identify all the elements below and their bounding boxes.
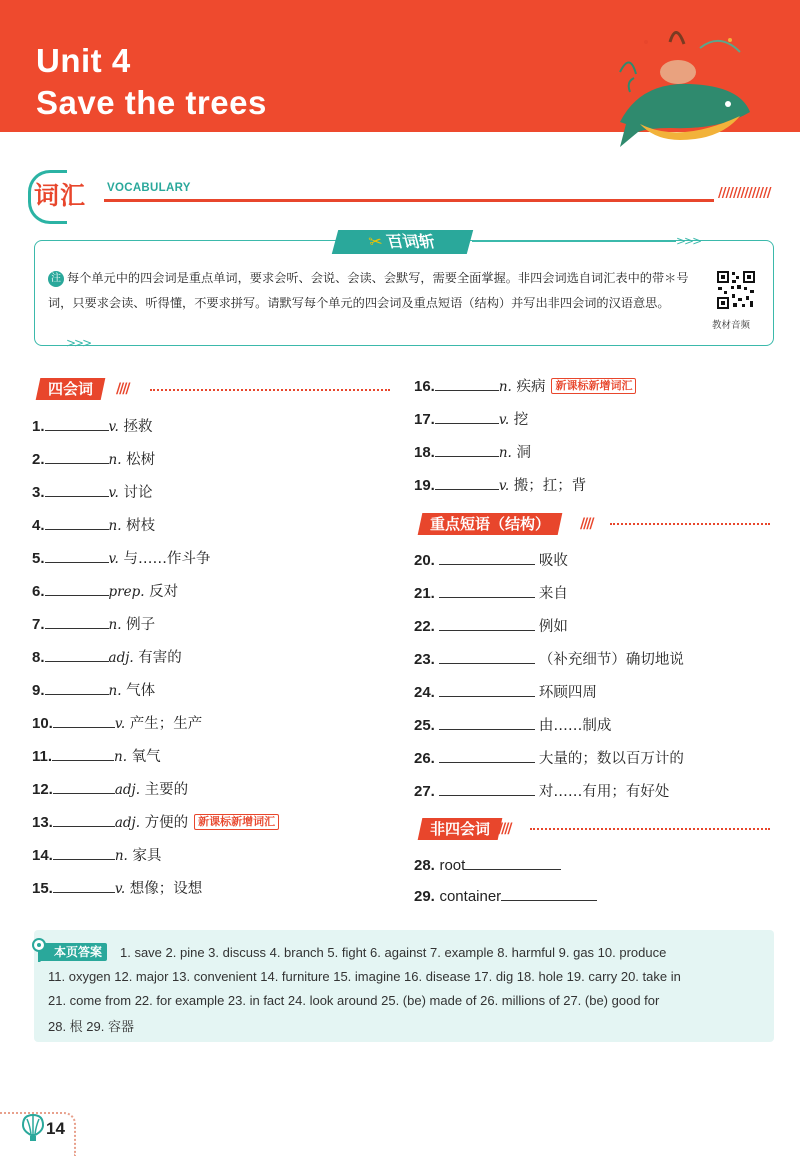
arrow-decoration-icon: >>>: [676, 234, 701, 248]
word-meaning: 主要的: [144, 782, 189, 798]
word-meaning: 松树: [126, 452, 156, 468]
phrase-item: [414, 682, 597, 704]
word-meaning: 反对: [149, 584, 179, 600]
answer-blank[interactable]: [435, 409, 499, 424]
phrase-meaning: 来自: [538, 586, 568, 602]
vocab-item: [32, 449, 155, 471]
answer-blank[interactable]: [53, 845, 115, 860]
phrase-item: [414, 616, 568, 638]
vocab-item: [414, 475, 586, 497]
vocab-item: [32, 746, 161, 768]
answer-blank[interactable]: [439, 748, 535, 763]
item-number: 10.: [32, 715, 53, 732]
word-meaning: 拯救: [123, 419, 153, 435]
vocab-item: [32, 812, 279, 834]
part-of-speech: v.: [114, 716, 126, 732]
item-number: 18.: [414, 444, 435, 461]
vocab-item: [32, 482, 152, 504]
item-number: 4.: [32, 517, 45, 534]
vocab-item: [32, 647, 182, 669]
word-meaning: 方便的: [144, 815, 189, 831]
notice-tag-label: 百词斩: [385, 232, 439, 251]
part-of-speech: v.: [108, 485, 119, 501]
phrase-item: [414, 781, 669, 803]
balloon-icon: [22, 1114, 44, 1142]
item-number: 2.: [32, 451, 45, 468]
word-meaning: 家具: [132, 848, 162, 864]
part-of-speech: v.: [498, 478, 510, 494]
word-meaning: 有害的: [138, 650, 182, 666]
vocab-item: [414, 442, 531, 464]
vocab-item: [32, 515, 155, 537]
section-label: 非四会词: [430, 820, 491, 838]
answer-blank[interactable]: [53, 713, 115, 728]
vocab-item: [32, 845, 161, 867]
answer-line: 21. come from 22. for example 23. in fact 24. look around 25. (be) made of 26. millions of 27. (be) good for: [48, 993, 660, 1008]
new-word-tag: 新课标新增词汇: [194, 814, 279, 830]
item-number: 5.: [32, 550, 45, 567]
new-word-tag: 新课标新增词汇: [551, 378, 636, 394]
part-of-speech: v.: [114, 881, 126, 897]
dotted-rule: [530, 828, 770, 830]
page-number: 14: [46, 1119, 65, 1138]
qr-code-icon[interactable]: [716, 270, 756, 310]
word-meaning: 洞: [516, 445, 531, 461]
phrase-meaning: 对……有用；有好处: [538, 784, 670, 800]
part-of-speech: n.: [114, 749, 128, 765]
vocab-item: [32, 416, 152, 438]
answer-blank[interactable]: [439, 715, 535, 730]
answer-blank[interactable]: [439, 616, 535, 631]
word-meaning: 与……作斗争: [123, 551, 211, 567]
answer-blank[interactable]: [45, 449, 109, 464]
part-of-speech: v.: [108, 551, 119, 567]
section-four-skill-words: [36, 378, 106, 400]
item-number: 13.: [32, 814, 53, 831]
answer-blank[interactable]: [52, 746, 114, 761]
part-of-speech: n.: [108, 452, 122, 468]
answer-blank[interactable]: [45, 548, 109, 563]
answer-blank[interactable]: [439, 781, 535, 796]
vocab-item: [32, 680, 155, 702]
phrase-meaning: 吸收: [538, 553, 568, 569]
dotted-rule: [610, 523, 770, 525]
phrase-item: [414, 649, 684, 671]
answer-blank[interactable]: [501, 886, 597, 901]
item-number: 9.: [32, 682, 45, 699]
answer-line: 11. oxygen 12. major 13. convenient 14. furniture 15. imagine 16. disease 17. dig 18. hole 19. carry 20. take in: [48, 969, 681, 984]
item-number: 6.: [32, 583, 45, 600]
phrase-item: [414, 550, 568, 572]
answer-blank[interactable]: [45, 680, 109, 695]
unit-number: Unit 4: [36, 42, 131, 79]
word-meaning: 产生；生产: [129, 716, 203, 732]
stripe-decoration-icon: ////: [580, 516, 593, 532]
runner-icon: ✂: [366, 232, 386, 251]
unit-title: Save the trees: [36, 84, 267, 121]
answer-tag: 本页答案: [38, 943, 107, 961]
answer-blank[interactable]: [53, 779, 115, 794]
phrase-meaning: 例如: [538, 619, 568, 635]
non-four-item: [414, 886, 597, 908]
notice-rule: [472, 241, 676, 242]
word-meaning: 想像；设想: [129, 881, 203, 897]
section-non-four-skill-words: [418, 818, 503, 840]
part-of-speech: adj.: [114, 815, 141, 831]
key-icon: [30, 938, 48, 964]
item-number: 15.: [32, 880, 53, 897]
part-of-speech: v.: [108, 419, 119, 435]
word-meaning: 气体: [126, 683, 156, 699]
vocab-item: [32, 779, 188, 801]
section-label: 重点短语（结构）: [430, 515, 551, 533]
whale-illustration: [600, 12, 760, 162]
item-number: 29.: [414, 888, 435, 905]
part-of-speech: n.: [114, 848, 128, 864]
answer-blank[interactable]: [439, 550, 535, 565]
item-number: 11.: [32, 748, 53, 765]
answer-blank[interactable]: [465, 855, 561, 870]
answer-blank[interactable]: [45, 647, 109, 662]
item-number: 21.: [414, 585, 435, 602]
section-label: 四会词: [48, 380, 94, 398]
answer-blank[interactable]: [53, 812, 115, 827]
answer-blank[interactable]: [435, 376, 499, 391]
item-number: 27.: [414, 783, 435, 800]
english-word: container: [439, 888, 502, 905]
item-number: 23.: [414, 651, 435, 668]
phrase-item: [414, 583, 568, 605]
item-number: 12.: [32, 781, 53, 798]
notice-body: 每个单元中的四会词是重点单词，要求会听、会说、会读、会默写，需要全面掌握。非四会词选自词汇表中的带＊号词，只要求会读、听得懂，不要求拼写。请默写每个单元的四会词及重点短语（结构）并写出非四会词的汉语意思。: [48, 271, 689, 310]
word-meaning: 例子: [126, 617, 156, 633]
item-number: 28.: [414, 857, 435, 874]
vocab-item: [32, 548, 210, 570]
note-badge: 注: [48, 271, 64, 287]
part-of-speech: adj.: [108, 650, 134, 666]
vocab-item: [414, 376, 636, 398]
part-of-speech: n.: [108, 617, 122, 633]
answer-blank[interactable]: [45, 482, 109, 497]
vocab-item: [32, 614, 155, 636]
part-of-speech: n.: [498, 379, 512, 395]
item-number: 20.: [414, 552, 435, 569]
phrase-meaning: 由……制成: [538, 718, 612, 734]
answer-line: 28. 根 29. 容器: [48, 1019, 134, 1034]
word-meaning: 氧气: [131, 749, 161, 765]
item-number: 3.: [32, 484, 45, 501]
word-meaning: 挖: [513, 412, 529, 428]
phrase-meaning: （补充细节）确切地说: [538, 652, 684, 668]
qr-label: 教材音频: [712, 320, 751, 331]
phrase-meaning: 环顾四周: [538, 685, 597, 701]
vocabulary-heading-cn: 词汇: [34, 176, 104, 214]
item-number: 14.: [32, 847, 53, 864]
english-word: root: [439, 857, 466, 874]
part-of-speech: adj.: [114, 782, 141, 798]
non-four-item: [414, 855, 561, 877]
word-meaning: 讨论: [123, 485, 153, 501]
answer-blank[interactable]: [435, 475, 499, 490]
item-number: 24.: [414, 684, 435, 701]
notice-tag: [332, 230, 473, 254]
item-number: 19.: [414, 477, 435, 494]
word-meaning: 疾病: [516, 379, 546, 395]
item-number: 8.: [32, 649, 45, 666]
word-meaning: 树枝: [126, 518, 156, 534]
part-of-speech: n.: [108, 518, 122, 534]
answer-blank[interactable]: [439, 583, 535, 598]
item-number: 1.: [32, 418, 45, 435]
item-number: 26.: [414, 750, 435, 767]
vocab-item: [32, 581, 178, 603]
stripe-decoration-icon: ////: [116, 381, 129, 397]
vocab-item: [32, 878, 202, 900]
vocab-item: [414, 409, 528, 431]
notice-text: [48, 266, 703, 316]
answer-blank[interactable]: [45, 515, 109, 530]
item-number: 17.: [414, 411, 435, 428]
vocab-item: [32, 713, 202, 735]
part-of-speech: n.: [498, 445, 512, 461]
answer-blank[interactable]: [45, 416, 109, 431]
vocabulary-heading-en: VOCABULARY: [107, 182, 191, 194]
part-of-speech: v.: [498, 412, 510, 428]
heading-rule: [104, 199, 714, 202]
vocabulary-heading: [34, 172, 774, 216]
item-number: 22.: [414, 618, 435, 635]
answer-blank[interactable]: [439, 682, 535, 697]
dotted-rule: [150, 389, 390, 391]
phrase-item: [414, 748, 684, 770]
part-of-speech: n.: [108, 683, 122, 699]
slash-decoration-icon: //////////////: [718, 186, 771, 201]
item-number: 25.: [414, 717, 435, 734]
word-meaning: 搬；扛；背: [513, 478, 587, 494]
section-key-phrases: [418, 513, 563, 535]
item-number: 7.: [32, 616, 45, 633]
answer-blank[interactable]: [53, 878, 115, 893]
answer-blank[interactable]: [439, 649, 535, 664]
phrase-meaning: 大量的；数以百万计的: [538, 751, 684, 767]
stripe-decoration-icon: ////: [498, 821, 511, 837]
answer-blank[interactable]: [45, 581, 109, 596]
phrase-item: [414, 715, 611, 737]
answer-blank[interactable]: [435, 442, 499, 457]
part-of-speech: prep.: [108, 584, 145, 600]
answer-line: 1. save 2. pine 3. discuss 4. branch 5. fight 6. against 7. example 8. harmful 9. gas 10. produce: [120, 945, 667, 960]
arrow-decoration-icon: >>>: [66, 336, 91, 350]
item-number: 16.: [414, 378, 435, 395]
answer-blank[interactable]: [45, 614, 109, 629]
